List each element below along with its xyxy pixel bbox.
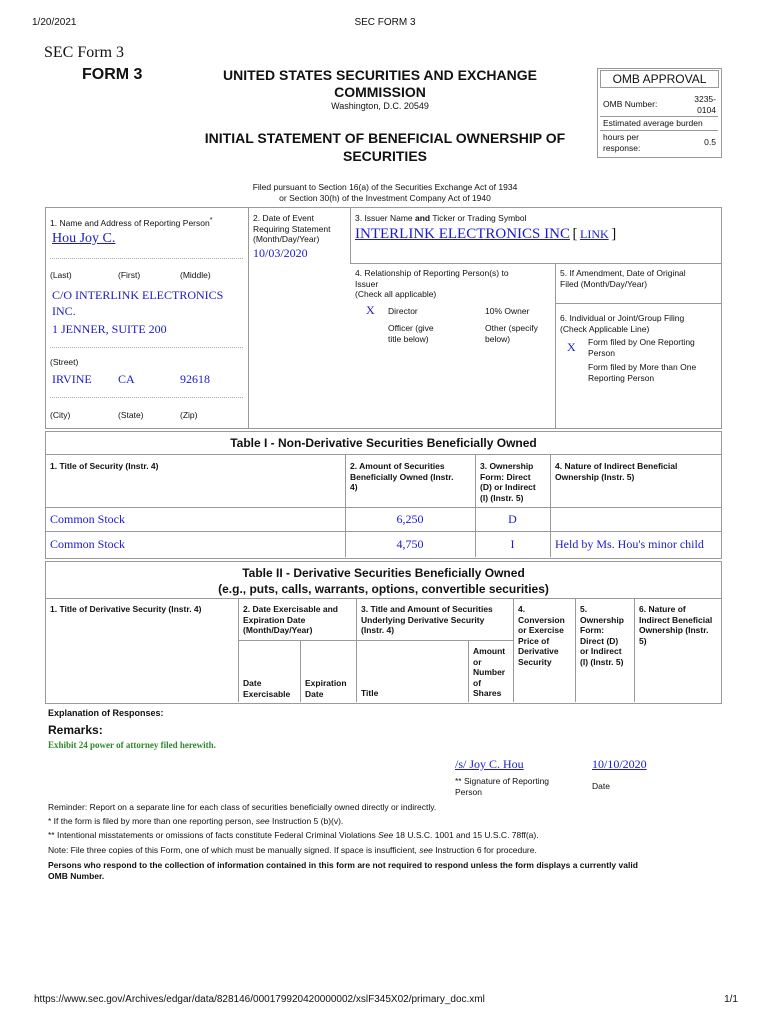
t1-row2-nature: Held by Ms. Hou's minor child	[555, 537, 704, 551]
omb-burden-label: Estimated average burden	[603, 118, 703, 128]
address-line3: 1 JENNER, SUITE 200	[52, 322, 167, 336]
date-label: Date	[592, 781, 610, 791]
street-label: (Street)	[50, 357, 79, 367]
omb-number-label: OMB Number:	[603, 99, 658, 109]
note-misstatements: ** Intentional misstatements or omissions of facts constitute Federal Criminal Violations See 18 U.S.C. 1001 and 15 U.S.C. 78ff(a).	[48, 830, 539, 840]
note-copies: Note: File three copies of this Form, one of which must be manually signed. If space is insufficient, see Instruction 6 for procedure.	[48, 845, 537, 855]
middle-label: (Middle)	[180, 270, 211, 280]
agency-title: UNITED STATES SECURITIES AND EXCHANGE COMMISSION	[223, 67, 537, 100]
bracket-open: [	[572, 226, 578, 242]
ticker-link[interactable]: LINK	[580, 227, 609, 241]
one-reporting-check: X	[567, 340, 576, 354]
sec-form-label: SEC Form 3	[44, 44, 125, 61]
table1-title: Table I - Non-Derivative Securities Beneficially Owned	[230, 436, 537, 450]
box2-label: 2. Date of Event Requiring Statement (Month/Day/Year)	[253, 213, 331, 244]
signature-date: 10/10/2020	[592, 757, 647, 771]
t2-sub-amount: Amount or Number of Shares	[473, 646, 506, 698]
t2-sub-date-exercisable: Date Exercisable	[243, 678, 291, 699]
box4-label: 4. Relationship of Reporting Person(s) to Issuer (Check all applicable)	[355, 268, 509, 299]
print-date: 1/20/2021	[32, 17, 77, 28]
signature: /s/ Joy C. Hou	[455, 757, 524, 771]
address-line1: C/O INTERLINK ELECTRONICS	[52, 288, 224, 302]
bracket-close: ]	[611, 226, 617, 242]
t2-col6-header: 6. Nature of Indirect Beneficial Ownership (Instr. 5)	[639, 604, 713, 646]
agency-location: Washington, D.C. 20549	[331, 101, 429, 111]
omb-number: 3235- 0104	[694, 94, 716, 115]
t1-col1-header: 1. Title of Security (Instr. 4)	[50, 461, 159, 471]
box3-label: 3. Issuer Name and Ticker or Trading Symbol	[355, 213, 527, 223]
remarks-label: Remarks:	[48, 723, 103, 737]
t2-col1-header: 1. Title of Derivative Security (Instr. 4)	[50, 604, 202, 614]
t1-row2-title: Common Stock	[50, 537, 126, 551]
print-page: 1/1	[724, 994, 738, 1005]
note-multiple-persons: * If the form is filed by more than one reporting person, see Instruction 5 (b)(v).	[48, 816, 344, 826]
zip-value: 92618	[180, 372, 210, 386]
zip-label: (Zip)	[180, 410, 198, 420]
box6-label: 6. Individual or Joint/Group Filing (Check Applicable Line)	[560, 313, 685, 334]
t2-col3-header: 3. Title and Amount of Securities Underlying Derivative Security (Instr. 4)	[361, 604, 493, 635]
reminder-text: Reminder: Report on a separate line for each class of securities beneficially owned directly or indirectly.	[48, 802, 437, 812]
officer-label: Officer (give title below)	[388, 323, 434, 344]
omb-hours-label: hours per response:	[603, 132, 641, 153]
remarks-text: Exhibit 24 power of attorney filed herewith.	[48, 740, 216, 750]
city-value: IRVINE	[52, 372, 92, 386]
event-date: 10/03/2020	[253, 246, 308, 260]
t2-sub-title: Title	[361, 688, 379, 698]
t1-row2-amount: 4,750	[396, 537, 424, 551]
ten-percent-owner-label: 10% Owner	[485, 306, 530, 316]
t1-row1-amount: 6,250	[396, 512, 424, 526]
signature-label: ** Signature of Reporting Person	[455, 776, 550, 797]
t1-col2-header: 2. Amount of Securities Beneficially Owned (Instr. 4)	[350, 461, 454, 492]
city-label: (City)	[50, 410, 71, 420]
print-url: https://www.sec.gov/Archives/edgar/data/828146/000179920420000002/xslF345X02/primary_doc.xml	[34, 994, 485, 1005]
state-value: CA	[118, 372, 135, 386]
explanation-label: Explanation of Responses:	[48, 708, 164, 718]
t1-col3-header: 3. Ownership Form: Direct (D) or Indirect (I) (Instr. 5)	[480, 461, 536, 503]
address-line2: INC.	[52, 304, 76, 318]
filed-pursuant: Filed pursuant to Section 16(a) of the Securities Exchange Act of 1934 or Section 30(h) of the Investment Company Act of 1940	[252, 182, 518, 203]
t1-row1-title: Common Stock	[50, 512, 126, 526]
reporting-person-name-link[interactable]: Hou Joy C.	[52, 231, 116, 246]
box1-label: 1. Name and Address of Reporting Person*	[50, 216, 213, 228]
one-reporting-label: Form filed by One Reporting Person	[588, 337, 695, 358]
first-label: (First)	[118, 270, 141, 280]
t2-sub-expiration-date: Expiration Date	[305, 678, 347, 699]
omb-hours-value: 0.5	[704, 137, 716, 147]
persons-notice: Persons who respond to the collection of information contained in this form are not required to respond unless the form displays a currently valid OMB Number.	[48, 860, 638, 881]
other-label: Other (specify below)	[485, 323, 538, 344]
t1-row2-form: I	[510, 537, 515, 551]
omb-title: OMB APPROVAL	[612, 72, 707, 86]
t1-row1-form: D	[508, 512, 517, 526]
statement-title: INITIAL STATEMENT OF BENEFICIAL OWNERSHIP OF SECURITIES	[204, 130, 566, 164]
print-title: SEC FORM 3	[354, 17, 416, 28]
table2-title: Table II - Derivative Securities Beneficially Owned (e.g., puts, calls, warrants, options, convertible securities)	[218, 566, 549, 596]
issuer-line	[355, 226, 616, 243]
issuer-name-link[interactable]: INTERLINK ELECTRONICS INC	[355, 226, 570, 242]
t2-col4-header: 4. Conversion or Exercise Price of Derivative Security	[518, 604, 565, 667]
director-label: Director	[388, 306, 418, 316]
box5-label: 5. If Amendment, Date of Original Filed (Month/Day/Year)	[560, 268, 686, 289]
t2-col2-header: 2. Date Exercisable and Expiration Date (Month/Day/Year)	[243, 604, 338, 635]
t1-col4-header: 4. Nature of Indirect Beneficial Ownership (Instr. 5)	[555, 461, 678, 482]
director-check: X	[366, 303, 375, 317]
form-label: FORM 3	[82, 66, 143, 83]
last-label: (Last)	[50, 270, 72, 280]
more-reporting-label: Form filed by More than One Reporting Person	[588, 362, 697, 383]
t2-col5-header: 5. Ownership Form: Direct (D) or Indirect (I) (Instr. 5)	[580, 604, 624, 667]
state-label: (State)	[118, 410, 144, 420]
